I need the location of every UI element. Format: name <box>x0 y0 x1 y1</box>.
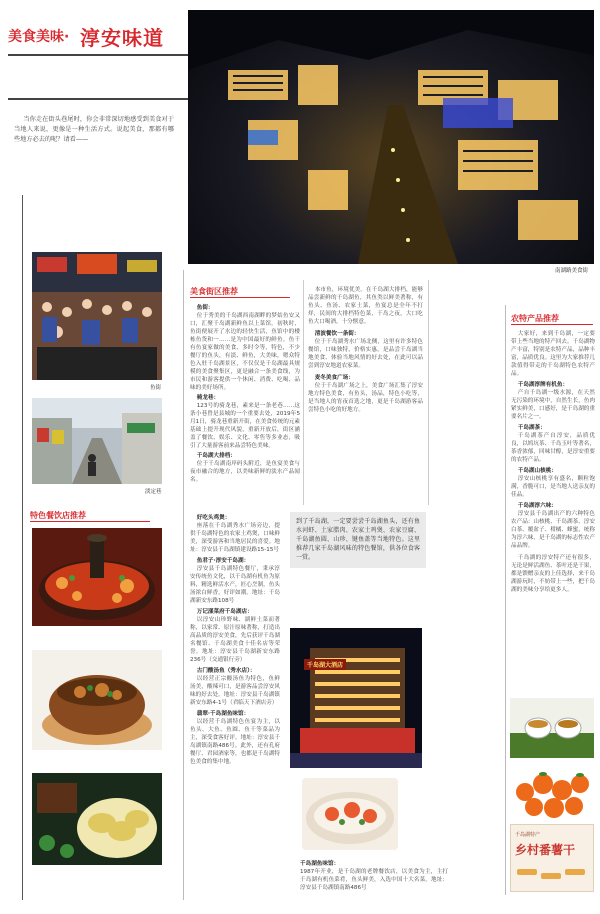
lake-fish-museum-text: 1987年开业，是千岛湖的老牌餐饮店，以美食为主，主打千岛湖有机鱼菜肴，鱼头鲜美，入选中国十大名菜。地址：淳安县千岛湖镇南路486号 <box>300 869 448 891</box>
night-city-caption: 南湖路美食街 <box>555 268 589 274</box>
alley-caption: 淡定巷 <box>145 489 162 495</box>
sliced-food-illustration <box>32 773 162 865</box>
left-vertical-rule <box>22 195 23 900</box>
hotpot-illustration <box>32 528 162 626</box>
col2-right-rule <box>303 280 304 505</box>
specialty-item-text: 淳安县千岛湖出产的六种特色农产品：山核桃、千岛湖茶、淳安白茶、覆盆子、柑橘、蜂蜜，统称为淳六味，是千岛湖的标志性农产品品牌。 <box>511 511 595 549</box>
food-street-item-text: 位于千岛湖南岸码头附近，是鱼宴美食与夜市融合的地方，以美味新鲜的淡水产品闻名。 <box>190 461 300 483</box>
lake-fish-museum-title: 千岛湖鱼味馆： <box>300 861 340 867</box>
night-city-photo <box>188 10 594 264</box>
alley-illustration <box>32 398 162 484</box>
sweet-potato-label-top: 千岛湖特产 <box>515 832 541 838</box>
restaurant-building-photo <box>290 628 422 768</box>
claypot-illustration <box>32 650 162 750</box>
specialty-column <box>511 330 595 595</box>
lake-fish-museum <box>300 858 448 893</box>
food-street-item-name: 骑龙巷： <box>196 395 220 401</box>
restaurant-text: 以淳安山珍野味、湖鲜土菜而著称，以家常、原汁原味著称，打造出高品质的淳安美食，先后获评千岛湖名餐馆、千岛湖美食十佳名店等荣誉。地址：淳安县千岛湖新安东路236号（交通银行旁） <box>190 617 280 663</box>
restaurant-sign: 千岛湖大酒店 <box>304 659 346 670</box>
quote-box <box>290 512 426 568</box>
specialty-item-name: 千岛湖山核桃： <box>517 468 557 474</box>
restaurant-name: 鱼君子·淳安千岛湖： <box>196 558 250 564</box>
food-street-section-title: 美食街区推荐 <box>190 287 238 296</box>
center-item-name: 麦冬美食广场： <box>314 375 354 381</box>
center-column <box>308 286 423 415</box>
intro-text: 当你走在街头巷尾时，你会非常深切地感受到美食对于当地人来说，更像是一种生活方式。说起美食，那都有哪些地方必去的呢？请看—— <box>14 116 174 143</box>
header-prefix: 美食美味· <box>8 29 70 45</box>
sweet-potato-photo <box>510 824 594 892</box>
restaurant-name: 好吃头鸡煲： <box>196 515 231 521</box>
food-street-item-name: 鱼街： <box>196 305 214 311</box>
header <box>0 18 190 52</box>
oranges-photo <box>510 762 594 820</box>
specialty-item-name: 千岛湖茶： <box>517 425 546 431</box>
specialty-title-underline <box>511 324 593 325</box>
food-street-photo <box>32 252 162 380</box>
fish-head-photo <box>302 778 398 850</box>
specialty-section-title: 农特产品推荐 <box>511 314 559 323</box>
specialty-item-text: 淳安山核桃享有盛名，颗粒饱满，香脆可口，是当地人送亲友的佳品。 <box>511 476 595 498</box>
center-item-name: 清波餐饮一条街： <box>314 331 360 337</box>
food-street-title-underline <box>190 297 290 298</box>
quote-text: 到了千岛湖，一定要尝尝千岛湖鱼头，还有鱼水河虾、土家腊肉、农家土鸡煲、农家豆腐、千岛湖鱼圆、山珍、键鱼盖等当地特色。这里推荐几家千岛湖风味的特色餐馆，供各位食客一赏。 <box>296 518 420 561</box>
hotpot-photo <box>32 528 162 626</box>
specialty-item-name: 千岛湖淳牌有机鱼： <box>517 382 569 388</box>
specialty-item-text: 千岛湖茶产自淳安，品质优良，以鸠坑茶、千岛玉叶等著名，茶香浓郁，回味甘醇，是淳安重要的农特产品。 <box>511 433 595 463</box>
building-illustration <box>290 628 422 768</box>
restaurant-text: 座落在千岛湖秀水广场旁边，提供千岛湖特色的农家土鸡煲，口味鲜美，深受游客和当地居民的喜爱。地址：淳安县千岛湖镇建设路15-15号 <box>190 523 280 553</box>
restaurant-text: 淳安县千岛湖特色餐厅，秉承淳安传统鱼文化，以千岛湖有机鱼为原料，精选鲜活水产，匠心烹制，鱼头汤浓白鲜香，好评如潮。地址：千岛湖新安东路108号 <box>190 566 280 604</box>
specialty-item-text: 产自千岛湖一级水源，在天然无污染的环境中，自然生长，鱼肉紧实鲜美，口感好，是千岛湖的重要名片之一。 <box>511 390 595 420</box>
restaurant-text: 以经营千岛湖特色鱼宴为主，以鱼头、大鱼、鱼圆、鱼干等菜品为主，深受食客好评。地址：淳安县千岛湖镇南路486号。此外，还有孔府餐厅、君园酒家等，也都是千岛湖特色美食的集中地。 <box>190 719 280 765</box>
night-city-illustration <box>188 10 594 264</box>
specialty-intro: 大家好，来到千岛湖，一定要带上些当地的特产回去。千岛湖物产丰富，特别是农特产品，品种丰富，品质优良。这里为大家推荐几款值得带走的千岛湖特色农特产品。 <box>511 331 595 377</box>
restaurant-name: 古门酸汤鱼（秀水店）： <box>196 668 256 674</box>
intro-divider <box>8 98 188 100</box>
restaurants-section-title: 特色餐饮店推荐 <box>30 511 86 520</box>
food-street-item-text: 位于秀美的千岛湖西南湖畔的梦姑鱼安又口，汇聚千岛湖新鲜鱼以上菜馆。初秋时，鱼街便展开了水边的轻快生活，鱼馆中的楼栋鱼货和一……是为中国最好的鲜鱼。鱼干有鱼宴家做的美食、多时令等，特色，不少餐厅的鱼头，有淡、鲜鱼，大美味，嗯众特色入驻千岛湖景区，不仅仅是千岛湖最具规模的美食聚集区，更是融合一条美食线，为市民和游客提供一个休闲、消费、吃喝、品味的美好场所。 <box>190 313 300 391</box>
restaurants-list <box>190 512 280 767</box>
food-street-item-name: 千岛湖大排档： <box>196 453 236 459</box>
col4-left-rule <box>505 305 506 895</box>
header-divider <box>8 54 188 56</box>
crowd-illustration <box>32 252 162 380</box>
specialty-outro: 千岛湖的淳安特产还有很多，无论是鲜活湖鱼、茶叶还是干果，都是馈赠亲友的上佳选择，来千岛湖游玩时，不妨带上一些，把千岛湖的美味分享给更多人。 <box>511 555 595 593</box>
restaurant-name: 翡翠·千岛湖鱼味馆： <box>196 711 250 717</box>
sliced-food-photo <box>32 773 162 865</box>
claypot-photo <box>32 650 162 750</box>
alley-photo <box>32 398 162 484</box>
fish-head-illustration <box>302 778 398 850</box>
food-street-caption: 鱼街 <box>150 385 162 391</box>
specialty-item-name: 千岛湖淳六味： <box>517 503 557 509</box>
col3-right-rule <box>428 280 429 505</box>
tea-photo <box>510 698 594 758</box>
restaurant-name: 万记漾菜府千岛湖店： <box>196 609 253 615</box>
center-paragraph: 本市鱼，环境优美。在千岛湖大排档，能够品尝新鲜的千岛湖鱼，其鱼类以鲜美著称，有鱼头、鱼汤、农家土菜，鱼宴总是全年不打烊，民间的大排档特色菜，干岛之夜，大口吃鱼大口喝酒，十分惬意。 <box>308 287 423 325</box>
col1-right-rule <box>183 270 184 900</box>
restaurants-title-underline <box>30 521 150 522</box>
sweet-potato-label-main: 乡村番薯干 <box>515 843 576 857</box>
page-title: 淳安味道 <box>80 26 164 50</box>
tea-illustration <box>510 698 594 758</box>
food-street-item-text: 123号的骑龙巷，素来是一条老巷……这条小巷曾是县城的一个重要去处，2019年5月1日，骑龙巷重新开街，在美食传统的元素基础上提升现代风貌，重新开放后，街区涵盖了餐饮、娱乐、文化、零售等多业态，吸引了大量游客前来品尝特色美味。 <box>190 403 300 449</box>
food-street-items <box>190 302 300 485</box>
center-item-text: 位于千岛湖秀水广场北侧，这里有许多特色餐馆，口味独特，价格实惠，是品尝千岛湖当地美食、体验当地风情的好去处，在此可以品尝到淳安地道农家菜。 <box>308 339 423 369</box>
restaurant-text: 以经营正宗酸汤鱼为特色，鱼鲜汤美，酸辣可口，是游客品尝淳安风味的好去处。地址：淳安县千岛湖镇新安东路4-1号（君临天下酒店旁） <box>190 676 280 706</box>
center-item-text: 位于千岛湖广场之上，美食广场汇集了淳安地方特色美食，有鱼头，汤品，特色小吃等，是当地人的宵夜首选之地，更是千岛湖游客品尝特色小吃的好地方。 <box>308 383 423 413</box>
oranges-illustration <box>510 762 594 820</box>
